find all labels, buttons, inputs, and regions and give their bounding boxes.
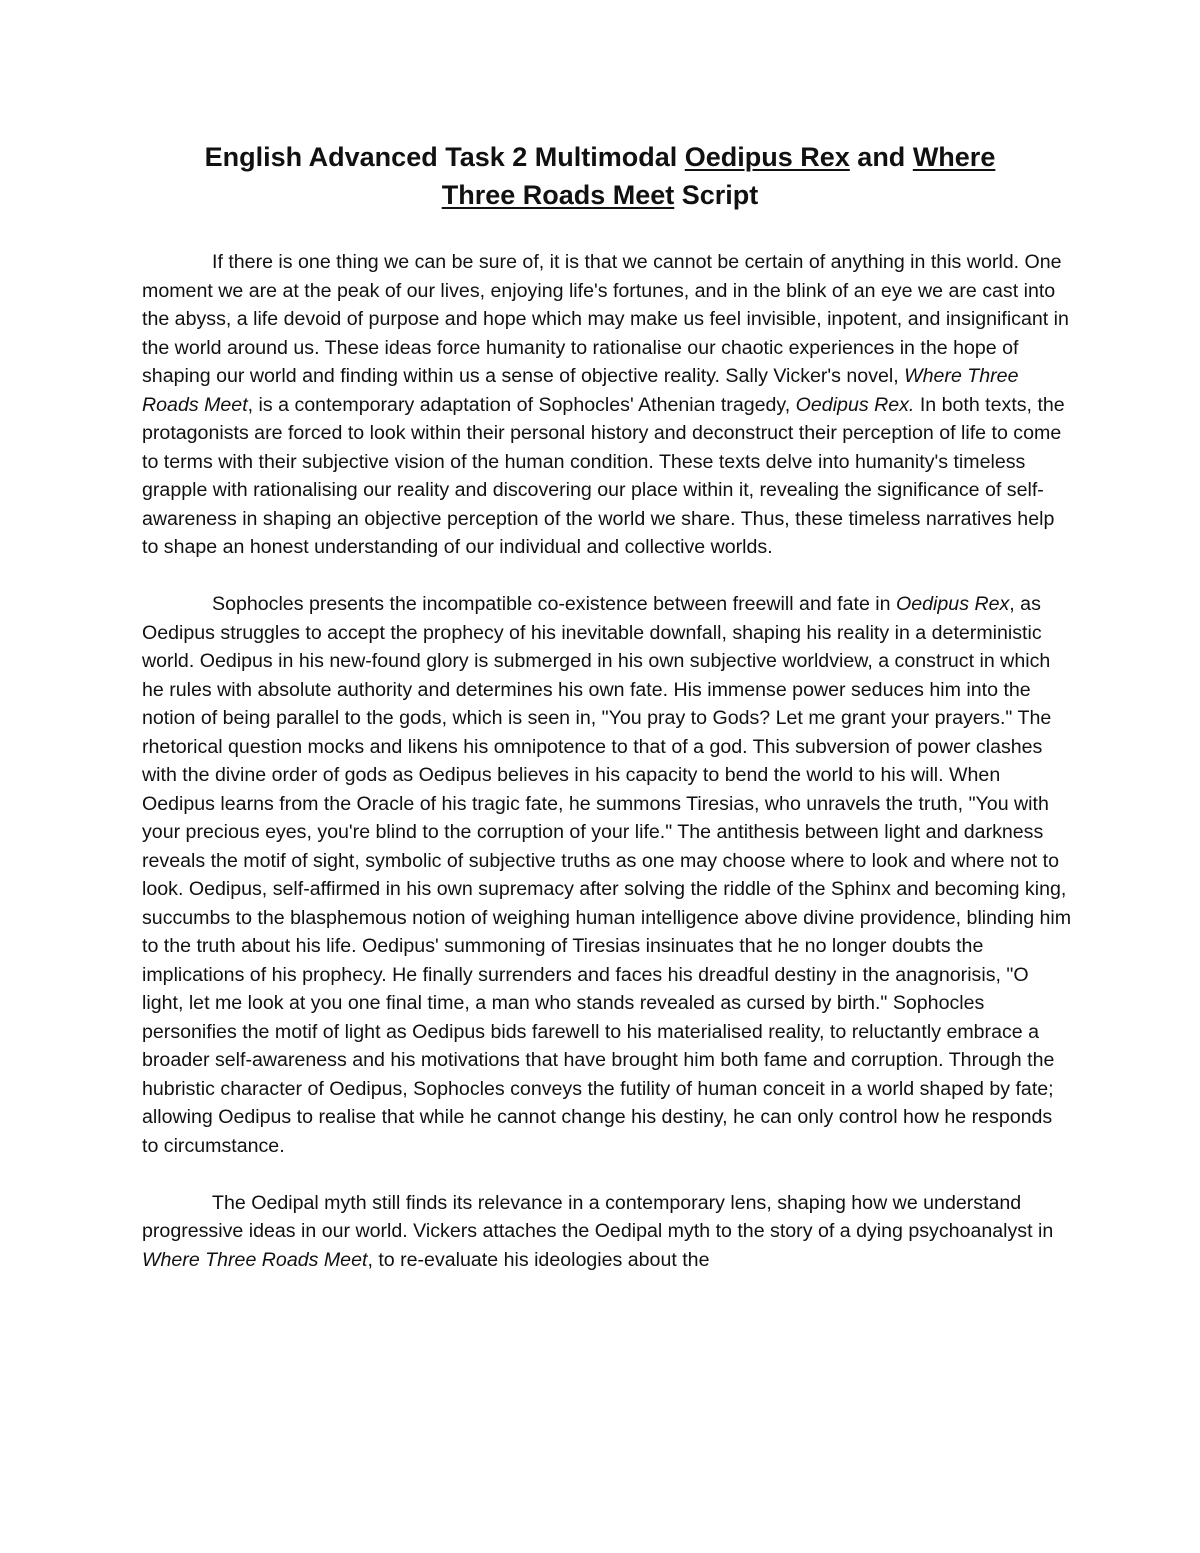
title-text: and xyxy=(849,142,913,172)
title-work-where-three-roads-meet: Where xyxy=(912,142,996,172)
document-title xyxy=(100,138,1100,214)
paragraph-where-three-roads-meet xyxy=(142,1189,1072,1275)
italic-title: Oedipus Rex. xyxy=(795,393,915,416)
paragraph-text: The Oedipal myth still finds its relevance in a contemporary lens, shaping how we understand progressive ideas in our world. Vickers attaches the Oedipal myth to the story of a dying psychoanalyst in xyxy=(142,1191,1054,1242)
title-work-oedipus-rex: Oedipus Rex xyxy=(684,142,850,172)
title-text: English Advanced Task 2 Multimodal xyxy=(204,142,685,172)
essay-body xyxy=(142,248,1072,1303)
paragraph-text: In both texts, the protagonists are forced to look within their personal history and deconstruct their perception of life to come to terms with their subjective vision of the human condition. These texts delve into humanity's timeless grapple with rationalising our reality and discovering our place within it, revealing the significance of self-awareness in shaping an objective perception of the world we share. Thus, these timeless narratives help to shape an honest understanding of our individual and collective worlds. xyxy=(142,393,1065,558)
paragraph-introduction xyxy=(142,248,1072,562)
paragraph-text: Sophocles presents the incompatible co-existence between freewill and fate in xyxy=(212,593,897,615)
title-work-where-three-roads-meet: Three Roads Meet xyxy=(441,180,675,210)
title-text: Script xyxy=(674,180,759,210)
paragraph-text: , is a contemporary adaptation of Sophocles' Athenian tragedy, xyxy=(247,393,796,416)
paragraph-text: If there is one thing we can be sure of, it is that we cannot be certain of anything in this world. One moment we are at the peak of our lives, enjoying life's fortunes, and in the blink of an eye we are cast into the abyss, a life devoid of purpose and hope which may make us feel invisible, inpotent, and insignificant in the world around us. These ideas force humanity to rationalise our chaotic experiences in the hope of shaping our world and finding within us a sense of objective reality. Sally Vicker's novel, xyxy=(142,251,1069,387)
paragraph-text: , to re-evaluate his ideologies about the xyxy=(367,1248,710,1271)
italic-title: Where Three Roads Meet xyxy=(142,1248,368,1271)
italic-title: Where Three Roads Meet xyxy=(142,365,1019,416)
paragraph-text: , as Oedipus struggles to accept the prophecy of his inevitable downfall, shaping his reality in a deterministic world. Oedipus in his new-found glory is submerged in his own subjective worldview, a construct in which he rules with absolute authority and determines his own fate. His immense power seduces him into the notion of being parallel to the gods, which is seen in, "You pray to Gods? Let me grant your prayers." The rhetorical question mocks and likens his omnipotence to that of a god. This subversion of power clashes with the divine order of gods as Oedipus believes in his capacity to bend the world to his will. When Oedipus learns from the Oracle of his tragic fate, he summons Tiresias, who unravels the truth, "You with your precious eyes, you're blind to the corruption of your life." The antithesis between light and darkness reveals the motif of sight, symbolic of subjective truths as one may choose where to look and where not to look. Oedipus, self-affirmed in his own supremacy after solving the riddle of the Sphinx and becoming king, succumbs to the blasphemous notion of weighing human intelligence above divine providence, blinding him to the truth about his life. Oedipus' summoning of Tiresias insinuates that he no longer doubts the implications of his prophecy. He finally surrenders and faces his dreadful destiny in the anagnorisis, "O light, let me look at you one final time, a man who stands revealed as cursed by birth." Sophocles personifies the motif of light as Oedipus bids farewell to his materialised reality, to reluctantly embrace a broader self-awareness and his motivations that have brought him both fame and corruption. Through the hubristic character of Oedipus, Sophocles conveys the futility of human conceit in a world shaped by fate; allowing Oedipus to realise that while he cannot change his destiny, he can only control how he responds to circumstance. xyxy=(142,593,1072,1157)
paragraph-oedipus-rex xyxy=(142,590,1072,1160)
italic-title: Oedipus Rex xyxy=(896,593,1010,615)
